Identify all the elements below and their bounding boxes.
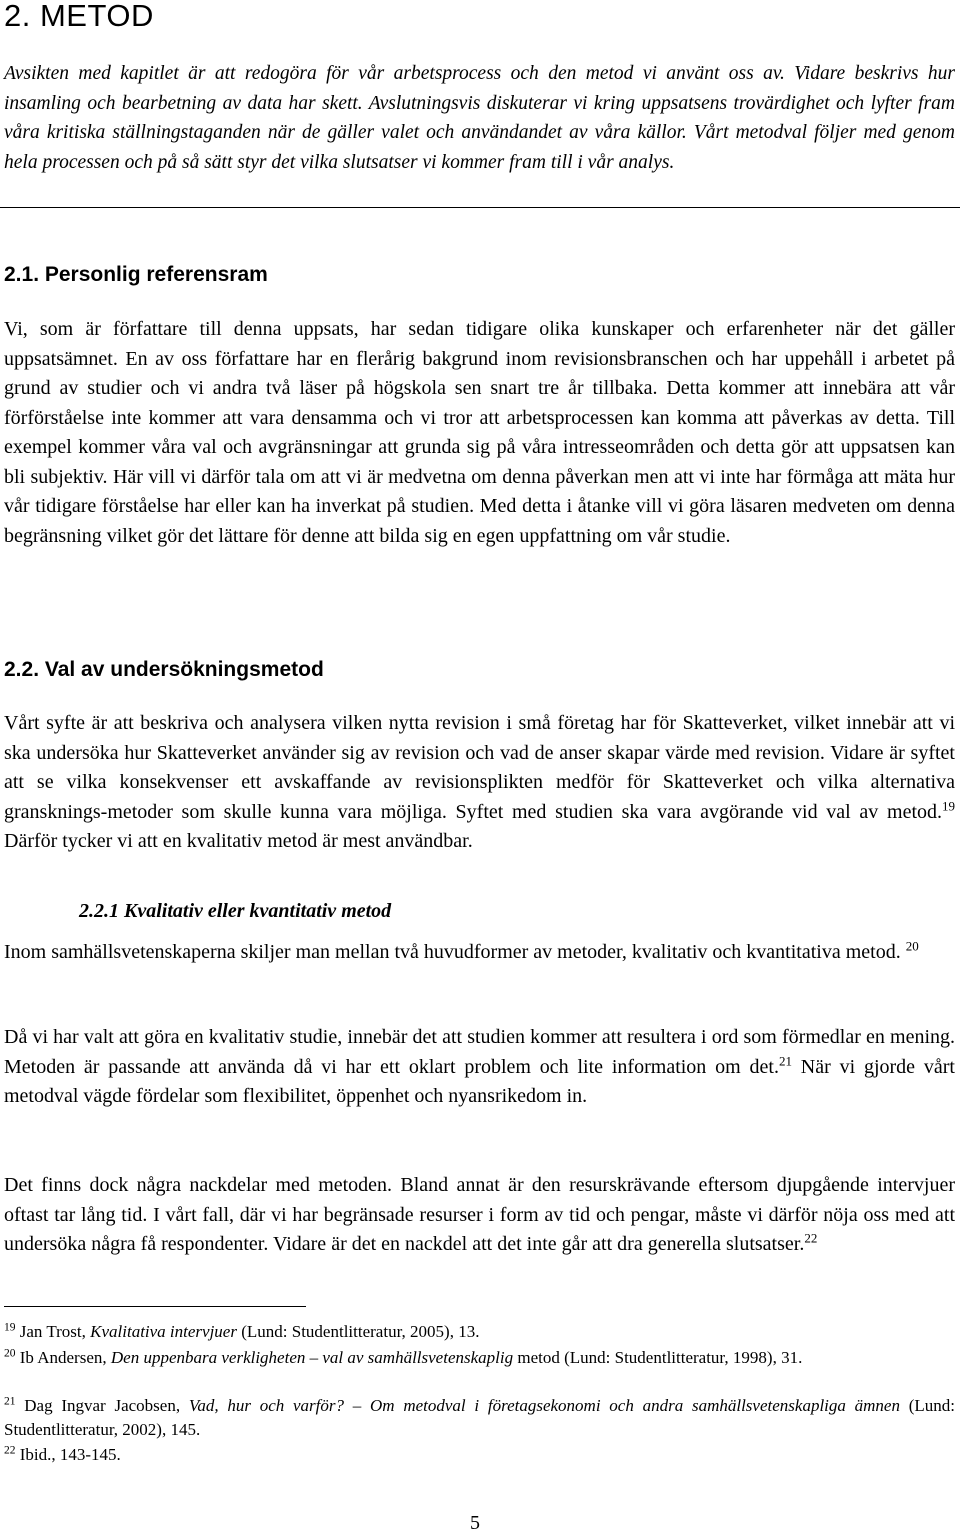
footnote-number: 20 [4, 1347, 16, 1360]
footnote-text: Ibid., 143-145. [15, 1445, 121, 1464]
intro-divider [0, 207, 960, 208]
paragraph-huvudformer [4, 938, 955, 968]
chapter-intro: Avsikten med kapitlet är att redogöra för vår arbetsprocess och den metod vi använt oss av. Vidare beskrivs hur insamling och bearbetning av data har skett. Avslutningsvis diskuterar vi kring uppsatsens trovärdighet och lyfter fram våra kritiska ställningstaganden när de gäller valet och användandet av våra källor. Vårt metodval följer med genom hela processen och på så sätt styr det vilka slutsatser vi kommer fram till i vår analys. [4, 63, 955, 173]
footnote-ref: 19 [942, 797, 955, 813]
footnote-divider [4, 1306, 306, 1307]
section-paragraph-undersokningsmetod [4, 709, 955, 857]
footnote-text: Ib Andersen, [15, 1348, 111, 1367]
footnote-ref: 20 [905, 938, 919, 954]
footnote-number: 22 [4, 1444, 16, 1457]
footnote-source: (Lund: Studentlitteratur, 2002), 145. [4, 1396, 955, 1439]
section-paragraph-referensram: Vi, som är författare till denna uppsats, har sedan tidigare olika kunskaper och erfarenheter när det gäller uppsatsämnet. En av oss författare har en flerårig bakgrund inom revisionsbranschen och har uppehåll i arbetet på grund av studier och vi andra två läser på högskola sen snart tre år tillbaka. Detta kommer att innebära att vår förförståelse inte kommer att vara densamma och vi tror att arbetsprocessen kan komma att påverkas av detta. Till exempel kommer våra val och avgränsningar att grunda sig på våra intresseområden och detta gör att uppsatsen kan bli subjektiv. Här vill vi därför tala om att vi är medvetna om denna påverkan men att vi inte har förmåga att mäta hur vår tidigare förståelse har eller kan ha inverkat på studien. Med detta i åtanke vill vi göra läsaren medveten om denna begränsning vilket gör det lättare för denne att bilda sig en egen uppfattning om vår studie. [4, 318, 955, 547]
footnote-source: metod (Lund: Studentlitteratur, 1998), 31. [513, 1348, 803, 1367]
footnote-ref: 21 [778, 1052, 792, 1068]
subsection-heading-kvalitativ: 2.2.1 Kvalitativ eller kvantitativ metod [79, 900, 392, 922]
section-heading-personlig-referensram: 2.1. Personlig referensram [4, 263, 268, 286]
page-number: 5 [470, 1512, 480, 1534]
footnote-source: (Lund: Studentlitteratur, 2005), 13. [236, 1322, 480, 1341]
footnote-title: Den uppenbara verkligheten – val av samhällsvetenskaplig [110, 1348, 514, 1367]
footnote-number: 21 [4, 1395, 16, 1408]
footnote-text: Dag Ingvar Jacobsen, [15, 1396, 189, 1415]
paragraph-text: Inom samhällsvetenskaperna skiljer man mellan två huvudformer av metoder, kvalitativ och kvantitativa metod. [4, 941, 906, 963]
footnote-21 [4, 1394, 955, 1442]
footnote-ref: 22 [804, 1230, 818, 1246]
paragraph-text: Det finns dock några nackdelar med metoden. Bland annat är den resurskrävande eftersom djupgående intervjuer oftast tar lång tid. I vårt fall, där vi har begränsade resurser i form av tid och pengar, måste vi därför nöja oss med att undersöka några få respondenter. Vidare är det en nackdel att det inte går att dra generella slutsatser. [4, 1174, 955, 1255]
footnote-number: 19 [4, 1321, 16, 1334]
paragraph-text-end: När vi gjorde vårt metodval vägde fördelar som flexibilitet, öppenhet och nyansrikedom in. [4, 1055, 955, 1107]
section-heading-undersokningsmetod: 2.2. Val av undersökningsmetod [4, 658, 324, 681]
footnote-text: Jan Trost, [15, 1322, 91, 1341]
paragraph-text: Då vi har valt att göra en kvalitativ studie, innebär det att studien kommer att resultera i ord som förmedlar en mening. Metoden är passande att använda då vi har ett oklart problem och lite information om det. [4, 1026, 955, 1078]
paragraph-text: Vårt syfte är att beskriva och analysera vilken nytta revision i små företag har för Skatteverket, vilket innebär att vi ska undersöka hur Skatteverket använder sig av revision och vad de anser skapar värde med revision. Vidare är syftet att se vilka konsekvenser ett avskaffande av revisionsplikten medför för Skatteverket och vilka alternativa gransknings-metoder som skulle kunna vara möjliga. Syftet med studien ska vara avgörande vid val av metod. [4, 712, 955, 823]
footnote-22 [4, 1443, 955, 1467]
paragraph-kvalitativ-studie [4, 1023, 955, 1112]
footnote-19 [4, 1320, 955, 1344]
paragraph-nackdelar [4, 1171, 955, 1260]
footnote-20 [4, 1346, 955, 1370]
footnote-title: Kvalitativa intervjuer [90, 1322, 237, 1341]
paragraph-text-end: Därför tycker vi att en kvalitativ metod är mest användbar. [4, 830, 473, 852]
chapter-heading: 2. METOD [4, 0, 154, 33]
footnote-title: Vad, hur och varför? – Om metodval i företagsekonomi och andra samhällsvetenskapliga ämnen [188, 1396, 900, 1415]
